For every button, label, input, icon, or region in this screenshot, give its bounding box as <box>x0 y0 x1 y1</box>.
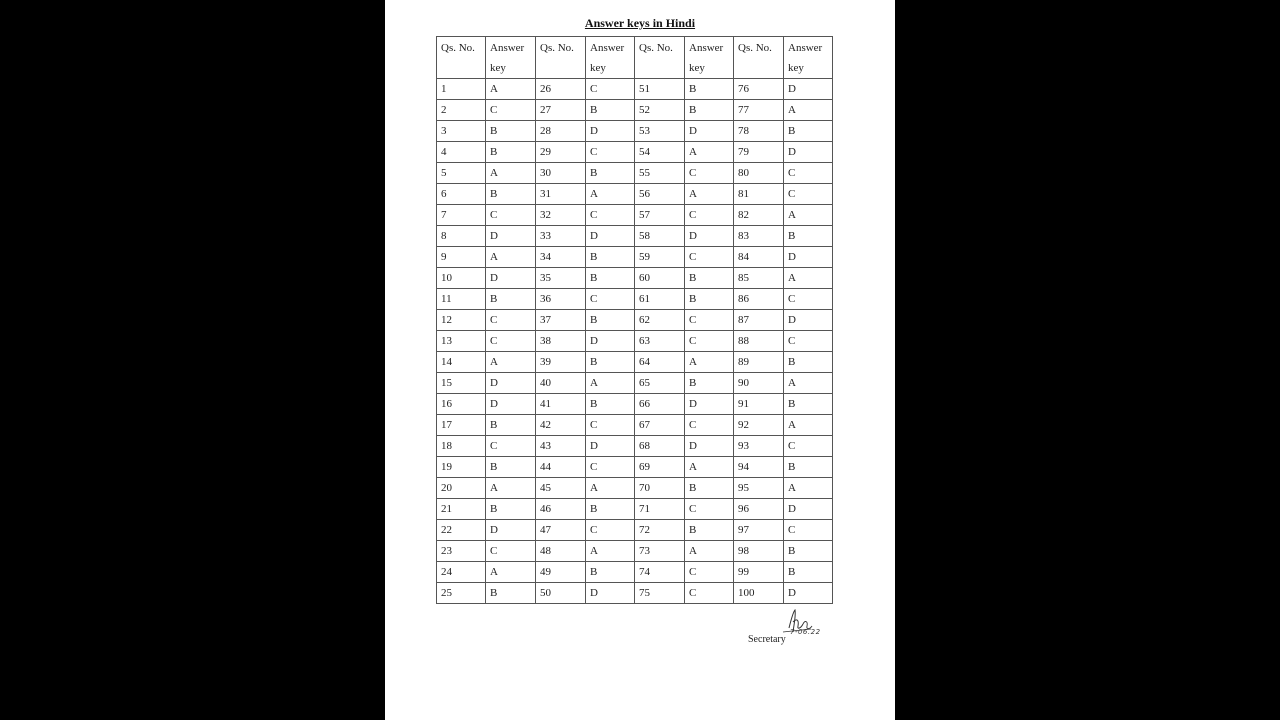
question-number-cell: 55 <box>635 163 685 184</box>
table-row <box>437 79 833 100</box>
answer-key-cell: C <box>685 163 734 184</box>
answer-key-cell: B <box>586 100 635 121</box>
table-row <box>437 541 833 562</box>
question-number-cell: 38 <box>536 331 586 352</box>
answer-key-cell: A <box>486 247 536 268</box>
question-number-cell: 81 <box>734 184 784 205</box>
answer-key-cell: D <box>784 247 833 268</box>
table-row <box>437 331 833 352</box>
question-number-cell: 17 <box>437 415 486 436</box>
question-number-cell: 80 <box>734 163 784 184</box>
answer-key-cell: C <box>586 289 635 310</box>
answer-key-cell: C <box>586 79 635 100</box>
question-number-cell: 86 <box>734 289 784 310</box>
answer-key-cell: A <box>486 163 536 184</box>
answer-key-cell: C <box>486 436 536 457</box>
answer-key-cell: A <box>784 373 833 394</box>
answer-key-cell: B <box>685 289 734 310</box>
question-number-cell: 6 <box>437 184 486 205</box>
table-row <box>437 415 833 436</box>
answer-key-cell: C <box>486 541 536 562</box>
answer-key-cell: C <box>685 499 734 520</box>
answer-key-cell: B <box>486 289 536 310</box>
answer-key-cell: C <box>486 310 536 331</box>
column-header-answer-key: Answer key <box>685 37 734 79</box>
table-row <box>437 499 833 520</box>
question-number-cell: 99 <box>734 562 784 583</box>
answer-key-cell: C <box>486 205 536 226</box>
page-title: Answer keys in Hindi <box>584 16 696 30</box>
question-number-cell: 24 <box>437 562 486 583</box>
question-number-cell: 65 <box>635 373 685 394</box>
question-number-cell: 67 <box>635 415 685 436</box>
answer-key-cell: B <box>586 394 635 415</box>
answer-key-cell: B <box>486 121 536 142</box>
question-number-cell: 46 <box>536 499 586 520</box>
question-number-cell: 95 <box>734 478 784 499</box>
answer-key-cell: D <box>784 499 833 520</box>
question-number-cell: 23 <box>437 541 486 562</box>
question-number-cell: 93 <box>734 436 784 457</box>
question-number-cell: 73 <box>635 541 685 562</box>
answer-key-cell: A <box>685 184 734 205</box>
answer-key-cell: A <box>784 415 833 436</box>
answer-key-cell: D <box>784 310 833 331</box>
answer-key-cell: A <box>784 268 833 289</box>
question-number-cell: 41 <box>536 394 586 415</box>
question-number-cell: 31 <box>536 184 586 205</box>
answer-key-cell: A <box>586 373 635 394</box>
answer-key-cell: B <box>685 520 734 541</box>
answer-key-cell: C <box>685 247 734 268</box>
table-row <box>437 457 833 478</box>
question-number-cell: 58 <box>635 226 685 247</box>
table-header-row <box>437 37 833 79</box>
answer-key-cell: C <box>486 331 536 352</box>
answer-key-cell: B <box>486 457 536 478</box>
column-header-question-number: Qs. No. <box>635 37 685 79</box>
answer-key-cell: A <box>486 352 536 373</box>
answer-key-cell: B <box>685 100 734 121</box>
answer-key-cell: A <box>784 478 833 499</box>
question-number-cell: 61 <box>635 289 685 310</box>
question-number-cell: 56 <box>635 184 685 205</box>
question-number-cell: 34 <box>536 247 586 268</box>
table-row <box>437 310 833 331</box>
answer-key-table <box>436 36 833 604</box>
question-number-cell: 87 <box>734 310 784 331</box>
answer-key-cell: A <box>586 478 635 499</box>
answer-key-cell: B <box>685 79 734 100</box>
question-number-cell: 92 <box>734 415 784 436</box>
question-number-cell: 84 <box>734 247 784 268</box>
question-number-cell: 43 <box>536 436 586 457</box>
question-number-cell: 37 <box>536 310 586 331</box>
table-row <box>437 142 833 163</box>
question-number-cell: 28 <box>536 121 586 142</box>
answer-key-cell: C <box>685 562 734 583</box>
question-number-cell: 9 <box>437 247 486 268</box>
answer-key-cell: C <box>685 583 734 604</box>
answer-key-cell: B <box>586 310 635 331</box>
answer-key-cell: A <box>685 352 734 373</box>
answer-key-cell: D <box>784 142 833 163</box>
question-number-cell: 2 <box>437 100 486 121</box>
answer-key-cell: B <box>784 352 833 373</box>
answer-key-cell: A <box>486 562 536 583</box>
answer-key-cell: B <box>486 583 536 604</box>
answer-key-cell: C <box>784 289 833 310</box>
answer-key-cell: C <box>784 331 833 352</box>
question-number-cell: 78 <box>734 121 784 142</box>
question-number-cell: 98 <box>734 541 784 562</box>
question-number-cell: 77 <box>734 100 784 121</box>
question-number-cell: 54 <box>635 142 685 163</box>
answer-key-cell: B <box>784 226 833 247</box>
answer-key-cell: A <box>685 142 734 163</box>
answer-key-cell: C <box>685 310 734 331</box>
answer-key-cell: D <box>685 226 734 247</box>
question-number-cell: 70 <box>635 478 685 499</box>
table-body <box>437 79 833 604</box>
answer-key-cell: B <box>586 562 635 583</box>
question-number-cell: 1 <box>437 79 486 100</box>
answer-key-cell: B <box>784 562 833 583</box>
question-number-cell: 76 <box>734 79 784 100</box>
question-number-cell: 39 <box>536 352 586 373</box>
question-number-cell: 3 <box>437 121 486 142</box>
table-row <box>437 163 833 184</box>
question-number-cell: 10 <box>437 268 486 289</box>
answer-key-cell: C <box>685 415 734 436</box>
table-row <box>437 436 833 457</box>
question-number-cell: 29 <box>536 142 586 163</box>
question-number-cell: 83 <box>734 226 784 247</box>
question-number-cell: 63 <box>635 331 685 352</box>
question-number-cell: 69 <box>635 457 685 478</box>
question-number-cell: 27 <box>536 100 586 121</box>
question-number-cell: 97 <box>734 520 784 541</box>
question-number-cell: 66 <box>635 394 685 415</box>
answer-key-cell: C <box>586 415 635 436</box>
table-row <box>437 352 833 373</box>
question-number-cell: 40 <box>536 373 586 394</box>
question-number-cell: 12 <box>437 310 486 331</box>
answer-key-cell: A <box>586 541 635 562</box>
question-number-cell: 53 <box>635 121 685 142</box>
answer-key-cell: B <box>486 415 536 436</box>
question-number-cell: 100 <box>734 583 784 604</box>
question-number-cell: 48 <box>536 541 586 562</box>
question-number-cell: 57 <box>635 205 685 226</box>
question-number-cell: 19 <box>437 457 486 478</box>
question-number-cell: 68 <box>635 436 685 457</box>
question-number-cell: 96 <box>734 499 784 520</box>
question-number-cell: 7 <box>437 205 486 226</box>
answer-key-cell: D <box>586 331 635 352</box>
table-row <box>437 205 833 226</box>
question-number-cell: 50 <box>536 583 586 604</box>
answer-key-cell: C <box>586 520 635 541</box>
question-number-cell: 60 <box>635 268 685 289</box>
answer-key-cell: D <box>586 121 635 142</box>
answer-key-cell: D <box>685 394 734 415</box>
answer-key-cell: B <box>685 268 734 289</box>
answer-key-cell: D <box>685 121 734 142</box>
answer-key-cell: C <box>586 205 635 226</box>
question-number-cell: 62 <box>635 310 685 331</box>
answer-key-cell: B <box>586 268 635 289</box>
question-number-cell: 22 <box>437 520 486 541</box>
table-row <box>437 520 833 541</box>
question-number-cell: 33 <box>536 226 586 247</box>
table-row <box>437 268 833 289</box>
answer-key-cell: A <box>685 541 734 562</box>
answer-key-cell: B <box>784 457 833 478</box>
column-header-answer-key: Answer key <box>784 37 833 79</box>
question-number-cell: 25 <box>437 583 486 604</box>
question-number-cell: 42 <box>536 415 586 436</box>
answer-key-cell: C <box>586 142 635 163</box>
answer-key-cell: D <box>486 520 536 541</box>
column-header-answer-key: Answer key <box>486 37 536 79</box>
table-row <box>437 247 833 268</box>
question-number-cell: 35 <box>536 268 586 289</box>
answer-key-cell: A <box>685 457 734 478</box>
question-number-cell: 94 <box>734 457 784 478</box>
question-number-cell: 8 <box>437 226 486 247</box>
question-number-cell: 13 <box>437 331 486 352</box>
answer-key-cell: B <box>586 163 635 184</box>
answer-key-cell: D <box>486 394 536 415</box>
column-header-question-number: Qs. No. <box>734 37 784 79</box>
question-number-cell: 75 <box>635 583 685 604</box>
answer-key-cell: D <box>784 583 833 604</box>
question-number-cell: 26 <box>536 79 586 100</box>
answer-key-cell: D <box>685 436 734 457</box>
question-number-cell: 52 <box>635 100 685 121</box>
answer-key-cell: C <box>784 163 833 184</box>
table-row <box>437 226 833 247</box>
answer-key-cell: C <box>685 205 734 226</box>
question-number-cell: 18 <box>437 436 486 457</box>
question-number-cell: 36 <box>536 289 586 310</box>
answer-key-cell: D <box>586 226 635 247</box>
question-number-cell: 20 <box>437 478 486 499</box>
question-number-cell: 74 <box>635 562 685 583</box>
answer-key-cell: D <box>486 226 536 247</box>
table-row <box>437 100 833 121</box>
question-number-cell: 15 <box>437 373 486 394</box>
question-number-cell: 89 <box>734 352 784 373</box>
question-number-cell: 51 <box>635 79 685 100</box>
table-row <box>437 289 833 310</box>
question-number-cell: 82 <box>734 205 784 226</box>
column-header-answer-key: Answer key <box>586 37 635 79</box>
question-number-cell: 85 <box>734 268 784 289</box>
answer-key-cell: A <box>486 478 536 499</box>
table-row <box>437 583 833 604</box>
question-number-cell: 11 <box>437 289 486 310</box>
question-number-cell: 79 <box>734 142 784 163</box>
signature-date: 7-06.22 <box>790 628 821 636</box>
question-number-cell: 45 <box>536 478 586 499</box>
answer-key-cell: A <box>784 205 833 226</box>
question-number-cell: 16 <box>437 394 486 415</box>
question-number-cell: 5 <box>437 163 486 184</box>
question-number-cell: 49 <box>536 562 586 583</box>
answer-key-cell: D <box>486 373 536 394</box>
table-row <box>437 184 833 205</box>
answer-key-cell: C <box>784 436 833 457</box>
question-number-cell: 91 <box>734 394 784 415</box>
table-row <box>437 121 833 142</box>
answer-key-cell: B <box>685 478 734 499</box>
table-row <box>437 373 833 394</box>
document-page <box>385 0 895 720</box>
question-number-cell: 59 <box>635 247 685 268</box>
answer-key-cell: C <box>784 184 833 205</box>
answer-key-cell: B <box>586 352 635 373</box>
answer-key-cell: A <box>784 100 833 121</box>
question-number-cell: 14 <box>437 352 486 373</box>
table-row <box>437 562 833 583</box>
answer-key-cell: B <box>486 499 536 520</box>
question-number-cell: 30 <box>536 163 586 184</box>
question-number-cell: 47 <box>536 520 586 541</box>
answer-key-cell: C <box>784 520 833 541</box>
answer-key-cell: A <box>586 184 635 205</box>
answer-key-cell: A <box>486 79 536 100</box>
question-number-cell: 88 <box>734 331 784 352</box>
answer-key-cell: B <box>784 394 833 415</box>
answer-key-cell: B <box>486 142 536 163</box>
question-number-cell: 64 <box>635 352 685 373</box>
signature-role: Secretary <box>748 634 786 645</box>
column-header-question-number: Qs. No. <box>437 37 486 79</box>
question-number-cell: 4 <box>437 142 486 163</box>
answer-key-cell: B <box>685 373 734 394</box>
answer-key-cell: B <box>486 184 536 205</box>
answer-key-cell: C <box>685 331 734 352</box>
question-number-cell: 71 <box>635 499 685 520</box>
question-number-cell: 32 <box>536 205 586 226</box>
answer-key-cell: C <box>586 457 635 478</box>
answer-key-cell: D <box>784 79 833 100</box>
question-number-cell: 90 <box>734 373 784 394</box>
answer-key-cell: B <box>586 247 635 268</box>
answer-key-cell: D <box>586 583 635 604</box>
answer-key-cell: D <box>486 268 536 289</box>
column-header-question-number: Qs. No. <box>536 37 586 79</box>
answer-key-cell: C <box>486 100 536 121</box>
answer-key-cell: B <box>784 541 833 562</box>
table-row <box>437 478 833 499</box>
question-number-cell: 21 <box>437 499 486 520</box>
answer-key-cell: D <box>586 436 635 457</box>
table-row <box>437 394 833 415</box>
question-number-cell: 72 <box>635 520 685 541</box>
question-number-cell: 44 <box>536 457 586 478</box>
answer-key-cell: B <box>784 121 833 142</box>
answer-key-cell: B <box>586 499 635 520</box>
